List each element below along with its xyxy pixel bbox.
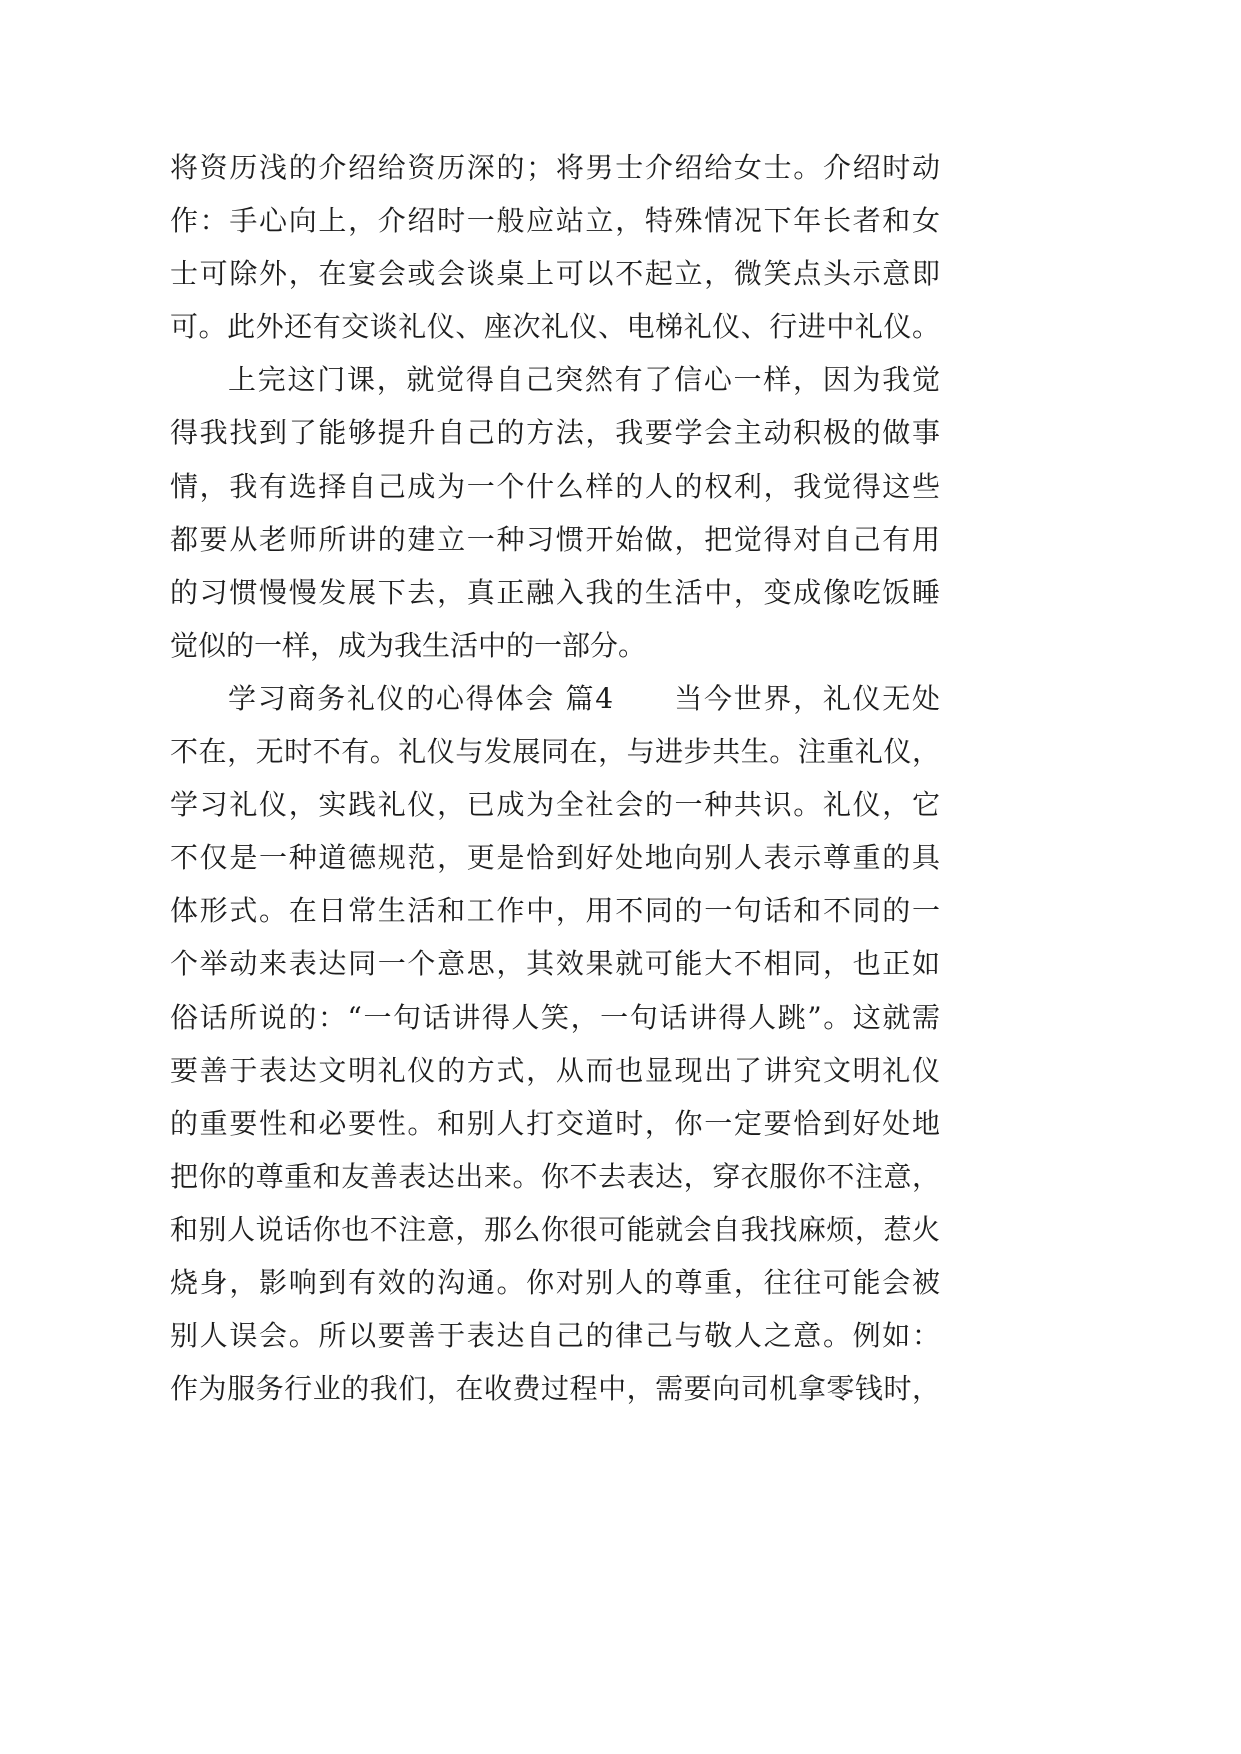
text-line: 烧身，影响到有效的沟通。你对别人的尊重，往往可能会被 (170, 1265, 940, 1299)
text-line: 得我找到了能够提升自己的方法，我要学会主动积极的做事 (170, 416, 940, 450)
text-line: 体形式。在日常生活和工作中，用不同的一句话和不同的一 (170, 894, 940, 928)
text-line: 和别人说话你也不注意，那么你很可能就会自我找麻烦，惹火 (170, 1212, 940, 1246)
text-line: 的重要性和必要性。和别人打交道时，你一定要恰到好处地 (170, 1106, 940, 1140)
text-line: 别人误会。所以要善于表达自己的律己与敬人之意。例如： (170, 1319, 940, 1353)
text-line: 的习惯慢慢发展下去，真正融入我的生活中，变成像吃饭睡 (170, 575, 940, 609)
text-line: 不仅是一种道德规范，更是恰到好处地向别人表示尊重的具 (170, 841, 940, 875)
text-line: 士可除外，在宴会或会谈桌上可以不起立，微笑点头示意即 (170, 257, 940, 291)
document-body (170, 141, 940, 1415)
section-heading-line: 学习商务礼仪的心得体会 篇4 当今世界，礼仪无处 (228, 681, 940, 715)
text-line: 要善于表达文明礼仪的方式，从而也显现出了讲究文明礼仪 (170, 1053, 940, 1087)
text-line: 俗话所说的：“一句话讲得人笑，一句话讲得人跳”。这就需 (170, 1000, 940, 1034)
paragraph-reflection (170, 353, 940, 672)
paragraph-section-4 (170, 672, 940, 1415)
text-line: 觉似的一样，成为我生活中的一部分。 (170, 628, 647, 662)
text-line: 都要从老师所讲的建立一种习惯开始做，把觉得对自己有用 (170, 522, 940, 556)
text-line: 作为服务行业的我们，在收费过程中，需要向司机拿零钱时， (170, 1372, 940, 1406)
paragraph-continued (170, 141, 940, 353)
text-line: 可。此外还有交谈礼仪、座次礼仪、电梯礼仪、行进中礼仪。 (170, 310, 940, 344)
text-line: 学习礼仪，实践礼仪，已成为全社会的一种共识。礼仪，它 (170, 788, 940, 822)
text-line: 将资历浅的介绍给资历深的；将男士介绍给女士。介绍时动 (170, 151, 940, 184)
text-line: 作：手心向上，介绍时一般应站立，特殊情况下年长者和女 (170, 204, 940, 238)
text-line: 个举动来表达同一个意思，其效果就可能大不相同，也正如 (170, 947, 940, 981)
text-line: 不在，无时不有。礼仪与发展同在，与进步共生。注重礼仪， (170, 735, 940, 769)
text-line: 把你的尊重和友善表达出来。你不去表达，穿衣服你不注意， (170, 1159, 940, 1193)
text-line: 上完这门课，就觉得自己突然有了信心一样，因为我觉 (228, 363, 940, 397)
text-line: 情，我有选择自己成为一个什么样的人的权利，我觉得这些 (170, 469, 940, 503)
